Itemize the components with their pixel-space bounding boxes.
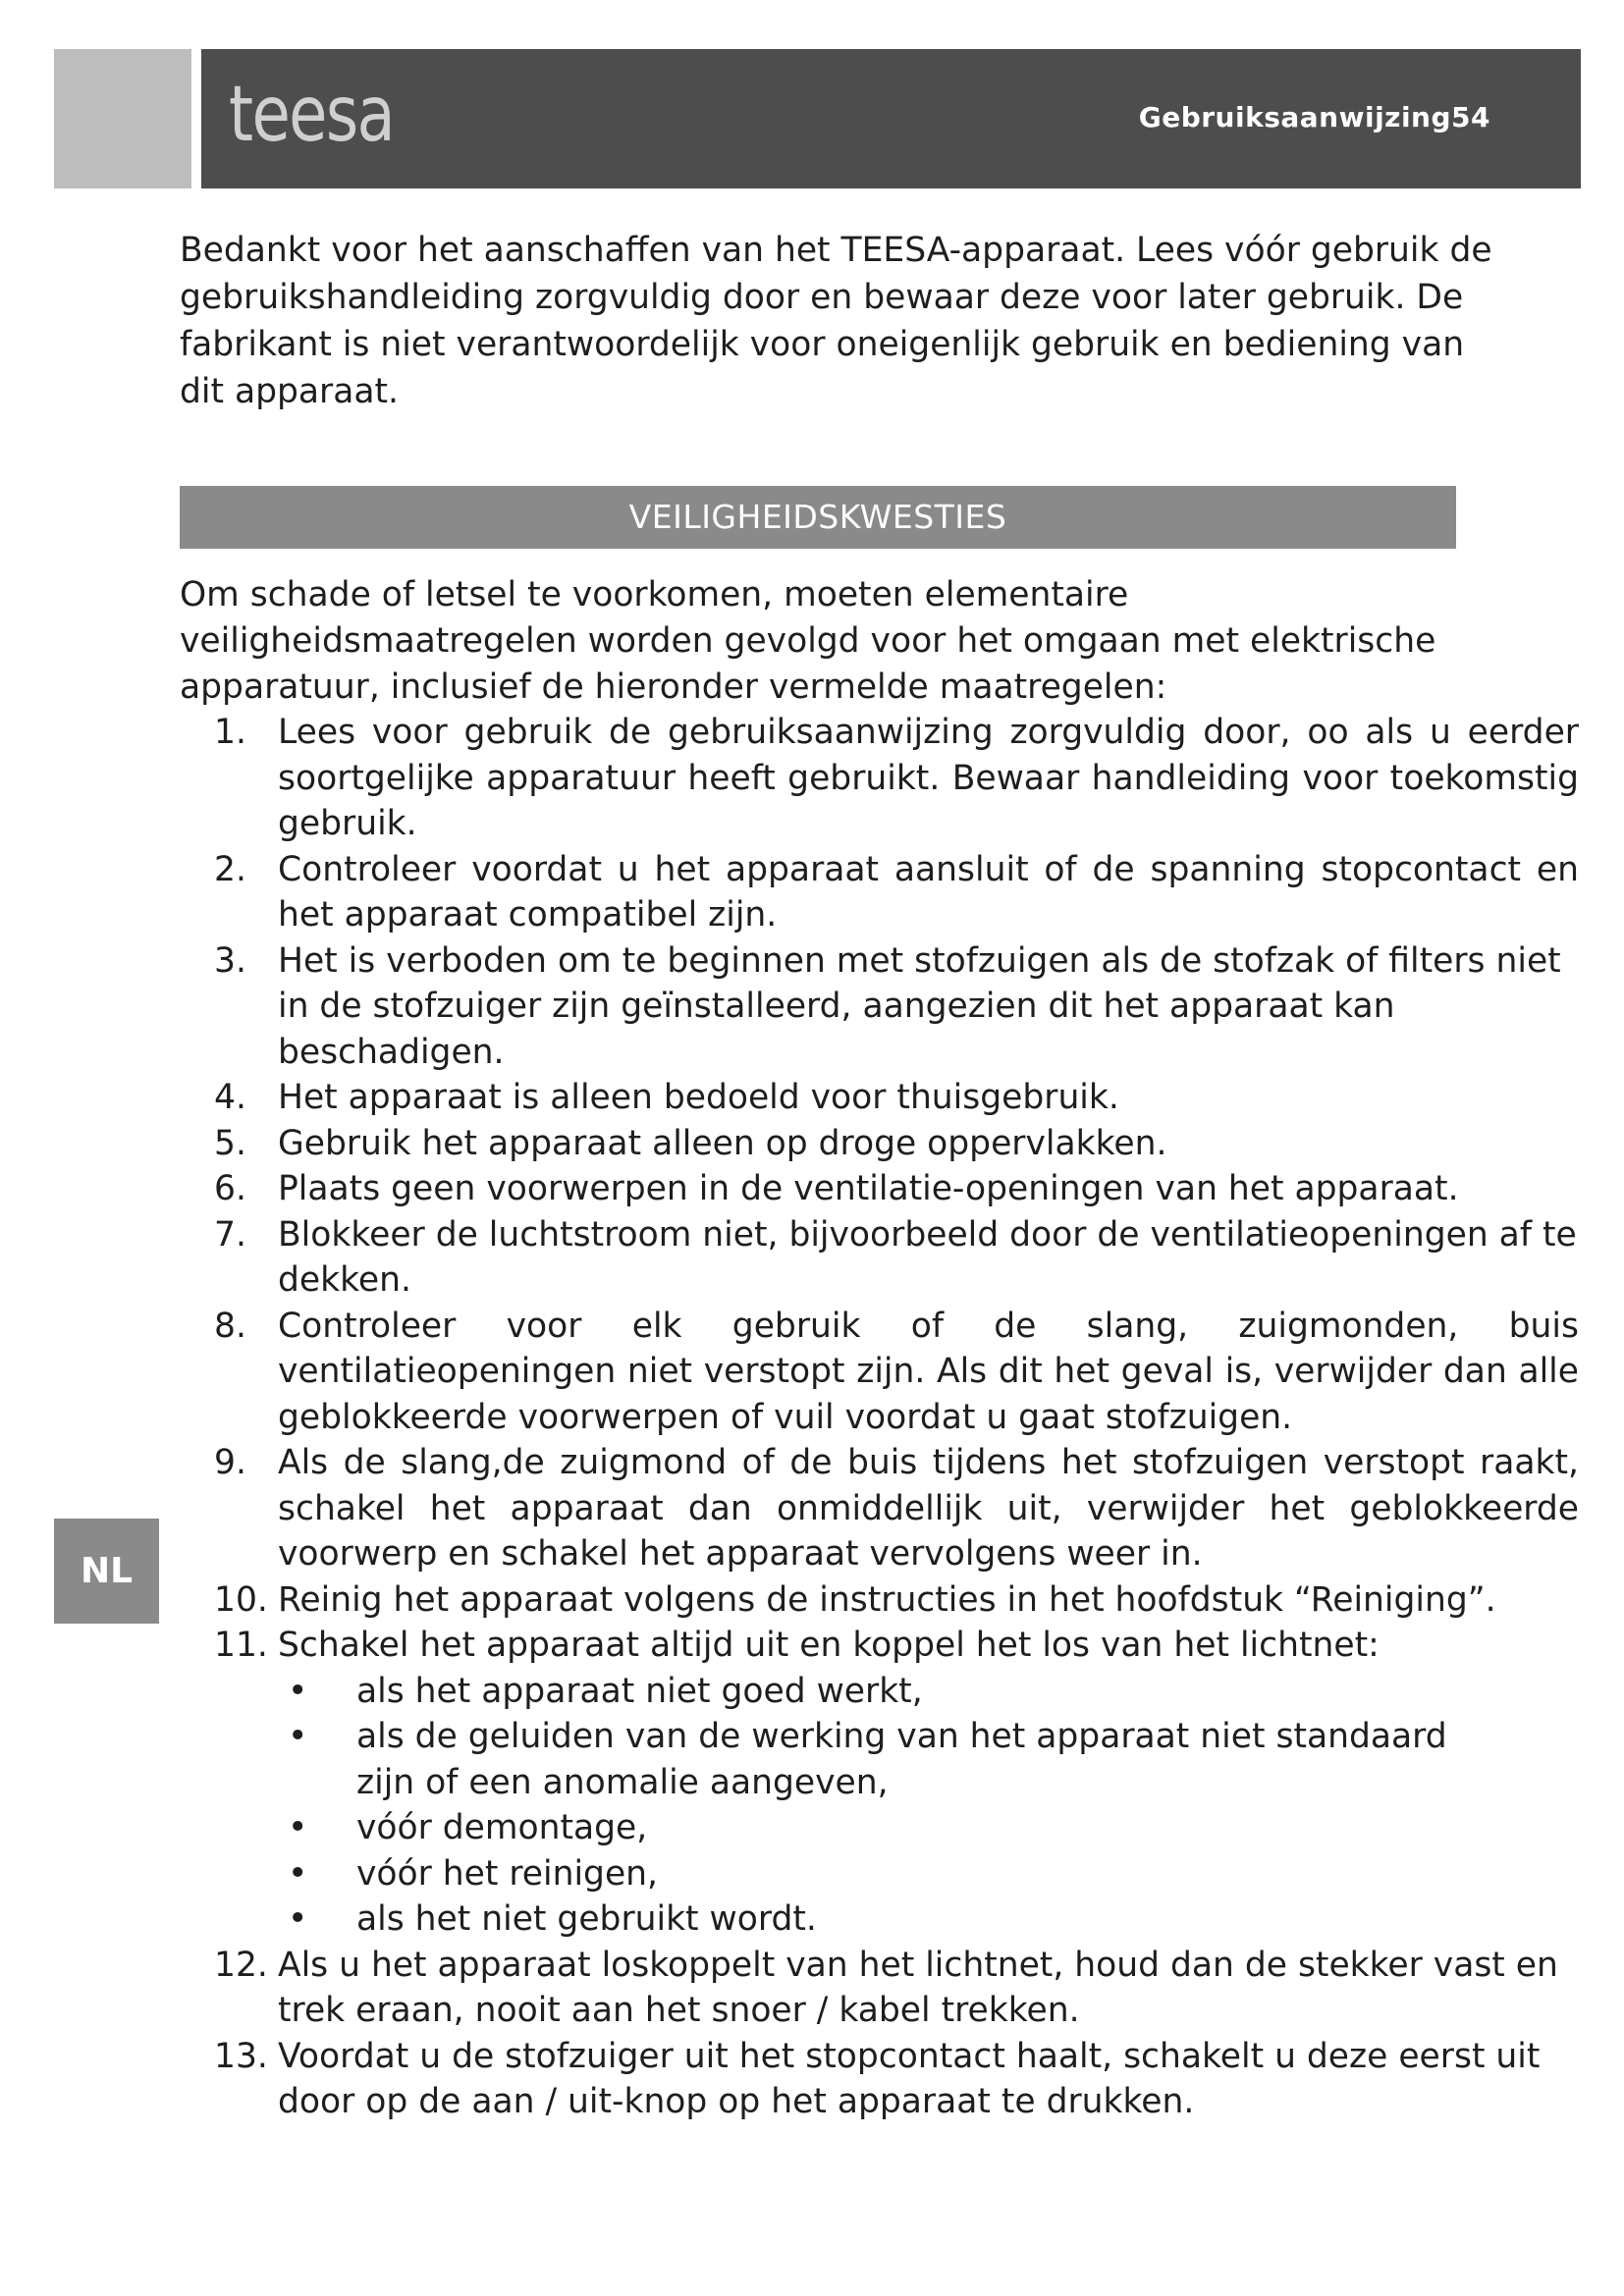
item-number: 10. <box>214 1579 268 1620</box>
page-label: Gebruiksaanwijzing54 <box>1138 101 1490 133</box>
safety-list <box>214 710 1579 2125</box>
item-number: 11. <box>214 1626 268 1665</box>
item-text: Het is verboden om te beginnen met stofzuigen als de stofzak of filters niet in de stofzuiger zijn geïnstalleerd, aangezien dit het apparaat kan beschadigen. <box>278 940 1561 1072</box>
bullet-dot: • <box>288 1717 308 1756</box>
item-text: Blokkeer de luchtstroom niet, bijvoorbeeld door de ventilatieopeningen af te dekken. <box>278 1214 1577 1300</box>
item-text: Controleer voor elk gebruik of de slang, zuigmonden, buis ventilatieopeningen niet verstopt zijn. Als dit het geval is, verwijder dan alle geblokkeerde voorwerpen of vuil voordat u gaat stofzuigen. <box>278 1306 1579 1437</box>
language-tab <box>54 1519 159 1624</box>
item-number: 4. <box>214 1078 246 1117</box>
bullet-dot: • <box>288 1808 308 1847</box>
section-header <box>180 486 1456 549</box>
bullet-item <box>278 1805 1579 1851</box>
item-text: Controleer voordat u het apparaat aansluit of de spanning stopcontact en het apparaat compatibel zijn. <box>278 849 1579 934</box>
bullet-item <box>278 1669 1579 1715</box>
list-item <box>214 1121 1579 1167</box>
bullet-text: als de geluiden van de werking van het apparaat niet standaard zijn of een anomalie aangeven, <box>356 1717 1447 1802</box>
list-item <box>214 1212 1579 1304</box>
item-text: Gebruik het apparaat alleen op droge oppervlakken. <box>278 1123 1167 1163</box>
bullet-dot: • <box>288 1899 308 1939</box>
item-number: 1. <box>214 713 246 752</box>
item-number: 8. <box>214 1306 246 1346</box>
teesa-logo: teesa <box>229 71 395 159</box>
bullet-text: vóór het reinigen, <box>356 1853 659 1894</box>
list-item <box>214 938 1579 1076</box>
list-item <box>214 710 1579 847</box>
section-lead: Om schade of letsel te voorkomen, moeten elementaire veiligheidsmaatregelen worden gevolgd voor het omgaan met elektrische apparatuur, inclusief de hieronder vermelde maatregelen: <box>180 575 1436 707</box>
bullet-text: vóór demontage, <box>356 1808 648 1847</box>
item-number: 12. <box>214 1945 268 1985</box>
list-item <box>214 2034 1579 2125</box>
bullet-list <box>278 1669 1579 1943</box>
item-text: Plaats geen voorwerpen in de ventilatie-openingen van het apparaat. <box>278 1169 1459 1208</box>
list-item <box>214 847 1579 938</box>
item-number: 9. <box>214 1443 246 1482</box>
item-text: Als de slang,de zuigmond of de buis tijdens het stofzuigen verstopt raakt, schakel het apparaat dan onmiddellijk uit, verwijder het geblokkeerde voorwerp en schakel het apparaat vervolgens weer in. <box>278 1443 1579 1574</box>
bullet-text: als het niet gebruikt wordt. <box>356 1899 817 1939</box>
item-number: 7. <box>214 1214 246 1255</box>
item-text: Schakel het apparaat altijd uit en koppel het los van het lichtnet: <box>278 1626 1380 1665</box>
section-title: VEILIGHEIDSKWESTIES <box>628 498 1007 536</box>
header-bar <box>201 49 1581 188</box>
list-item <box>214 1577 1579 1624</box>
list-item <box>214 1440 1579 1577</box>
bullet-item <box>278 1896 1579 1943</box>
bullet-dot: • <box>288 1853 308 1894</box>
header-side-block <box>54 49 191 188</box>
list-item <box>214 1304 1579 1441</box>
list-item <box>214 1623 1579 1943</box>
item-text: Als u het apparaat loskoppelt van het lichtnet, houd dan de stekker vast en trek eraan, nooit aan het snoer / kabel trekken. <box>278 1945 1558 2030</box>
item-text: Het apparaat is alleen bedoeld voor thuisgebruik. <box>278 1078 1119 1117</box>
intro-paragraph: Bedankt voor het aanschaffen van het TEESA-apparaat. Lees vóór gebruik de gebruikshandleiding zorgvuldig door en bewaar deze voor later gebruik. De fabrikant is niet verantwoordelijk voor oneigenlijk gebruik en bediening van dit apparaat. <box>180 231 1492 411</box>
item-number: 6. <box>214 1169 246 1208</box>
item-text: Voordat u de stofzuiger uit het stopcontact haalt, schakelt u deze eerst uit door op de aan / uit-knop op het apparaat te drukken. <box>278 2036 1541 2121</box>
item-text: Reinig het apparaat volgens de instructies in het hoofdstuk “Reiniging”. <box>278 1579 1496 1620</box>
item-number: 13. <box>214 2036 268 2076</box>
language-label: NL <box>80 1551 134 1591</box>
item-number: 2. <box>214 849 246 889</box>
list-item <box>214 1166 1579 1212</box>
item-text: Lees voor gebruik de gebruiksaanwijzing zorgvuldig door, oo als u eerder soortgelijke apparatuur heeft gebruikt. Bewaar handleiding voor toekomstig gebruik. <box>278 713 1579 843</box>
bullet-dot: • <box>288 1671 308 1711</box>
item-number: 3. <box>214 940 246 981</box>
list-item <box>214 1943 1579 2034</box>
bullet-item <box>278 1714 1579 1805</box>
bullet-text: als het apparaat niet goed werkt, <box>356 1671 923 1711</box>
list-item <box>214 1075 1579 1121</box>
item-number: 5. <box>214 1123 246 1163</box>
bullet-item <box>278 1851 1579 1897</box>
